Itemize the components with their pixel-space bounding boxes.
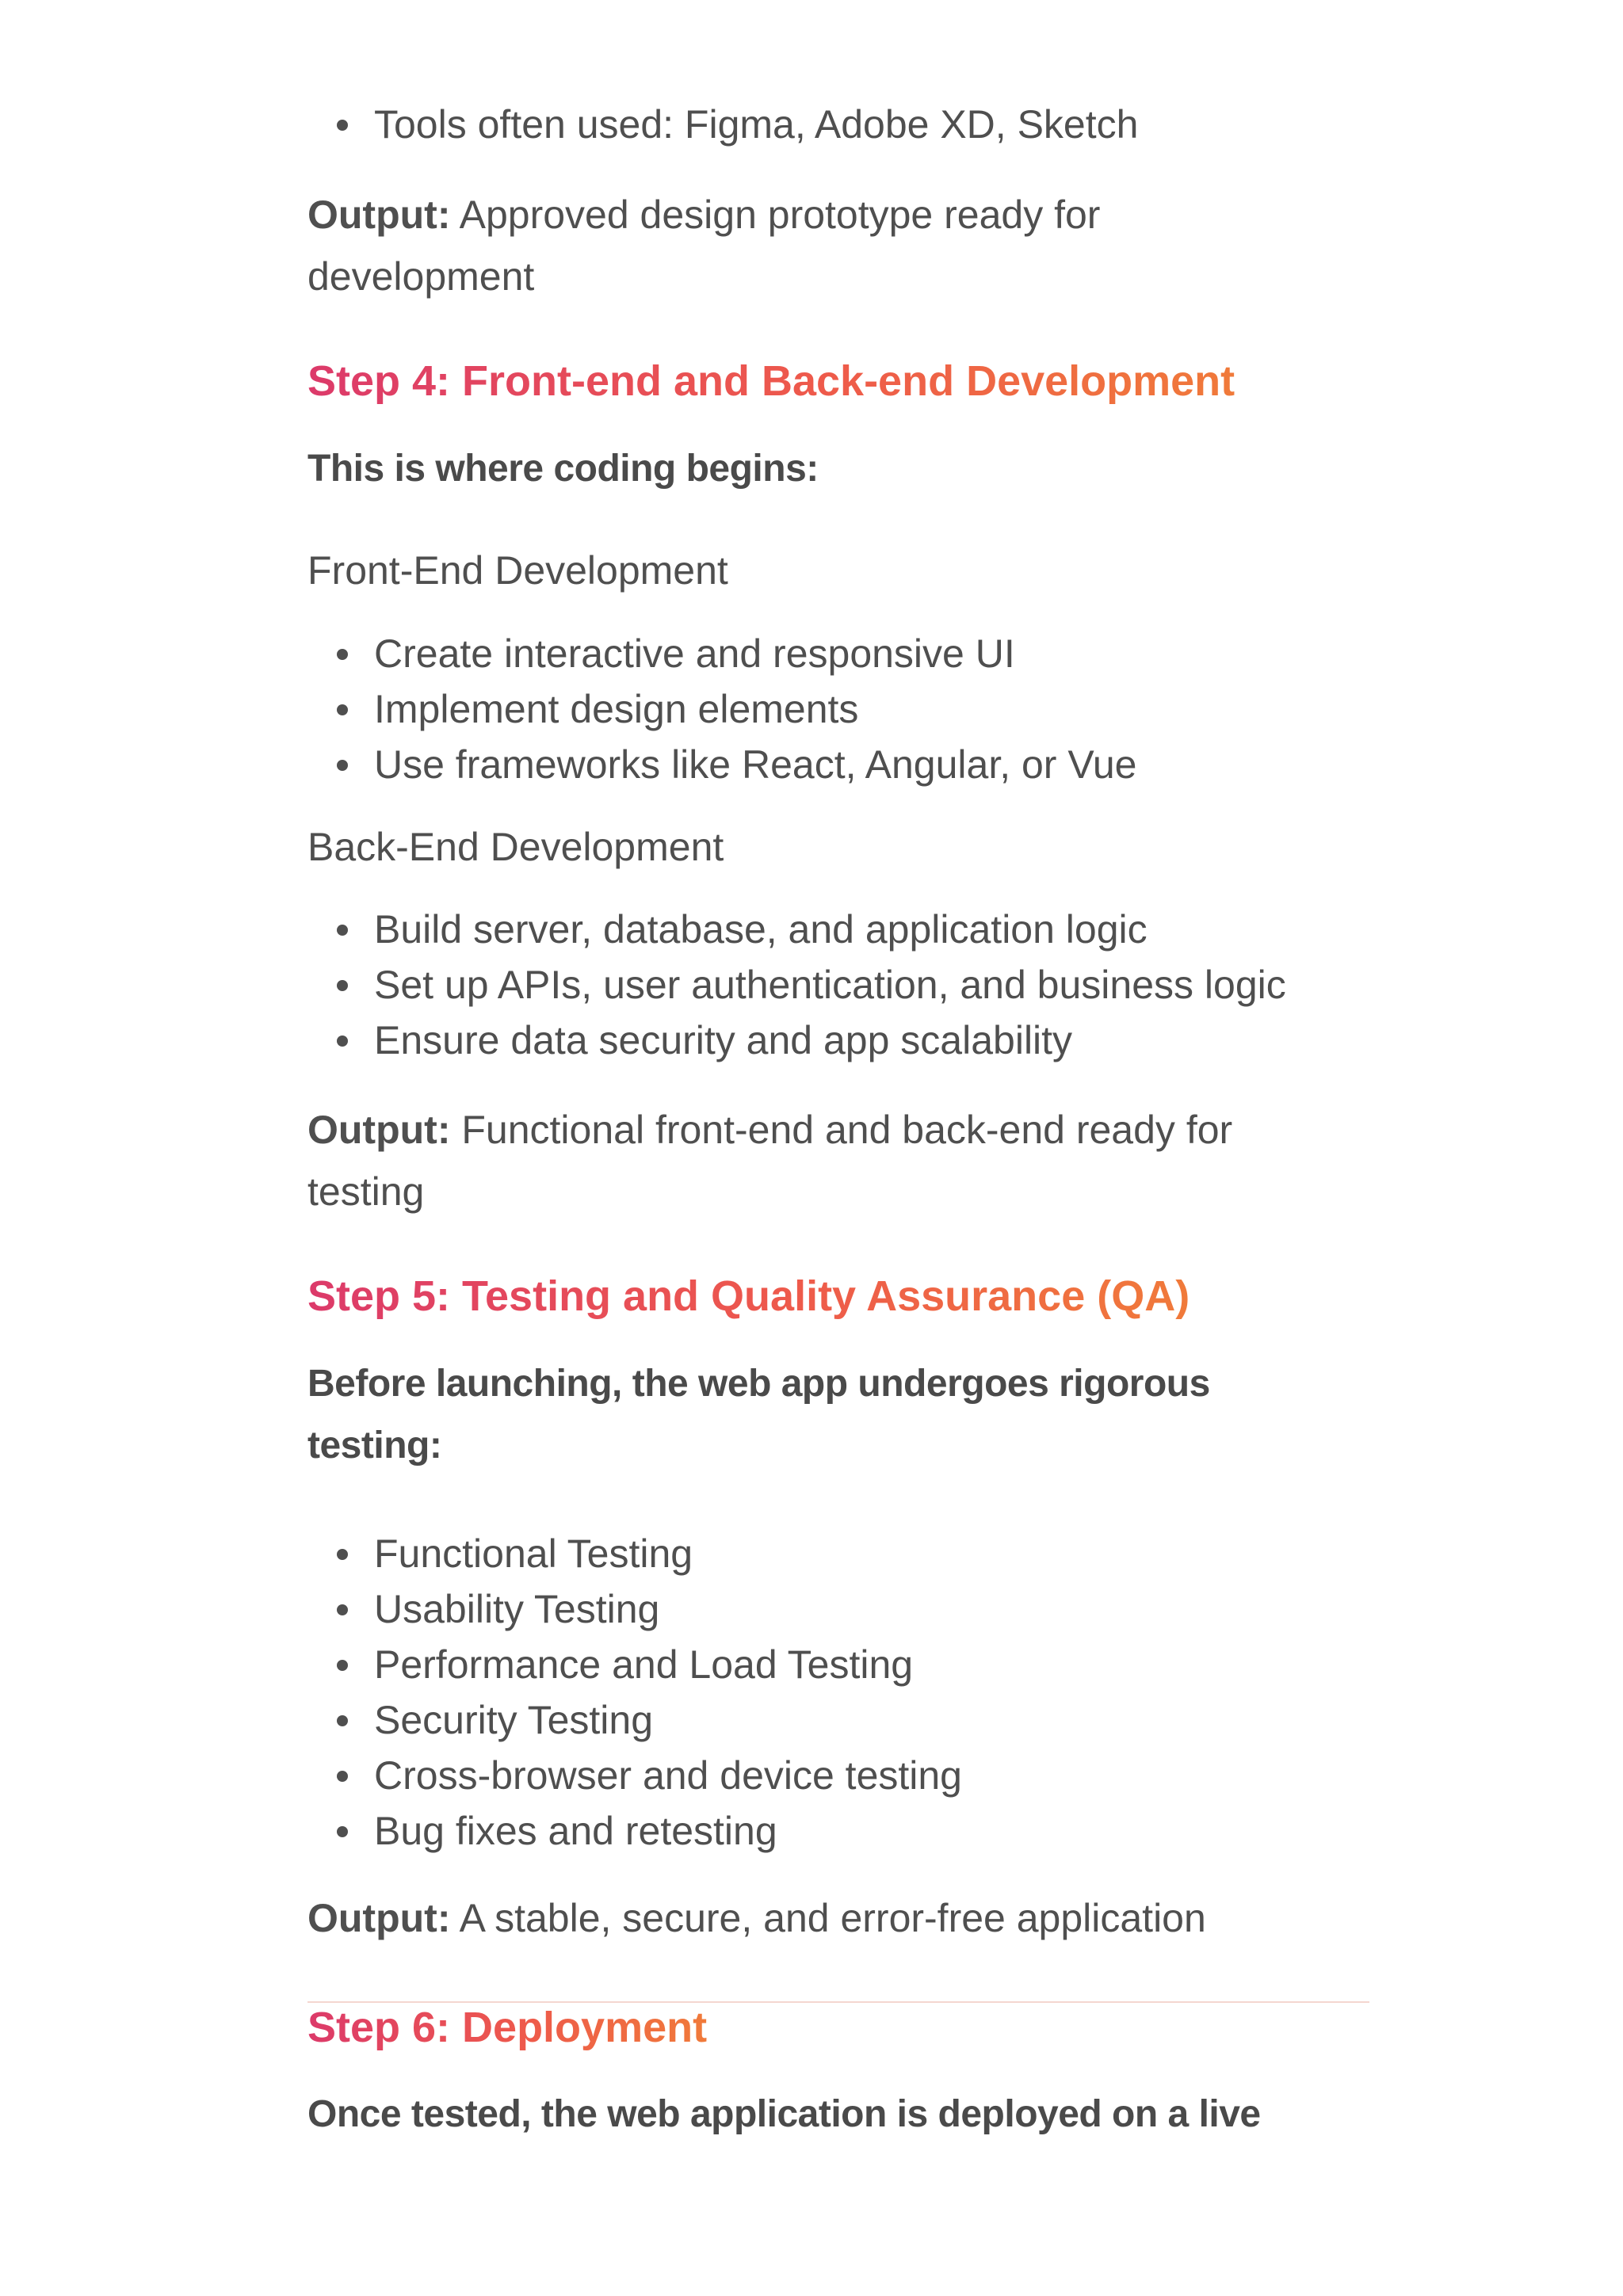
list-item: [307, 1803, 1369, 1859]
list-item-label: Functional Testing: [374, 1531, 693, 1576]
step5-lead-line1: Before launching, the web app undergoes rigorous: [307, 1363, 1210, 1405]
step3-output-paragraph: [307, 184, 1369, 307]
backend-list-block: [307, 902, 1369, 1068]
bullet-icon: [337, 760, 348, 771]
output-text-continued: development: [307, 254, 535, 299]
list-item: [307, 902, 1369, 957]
testing-list-block: [307, 1526, 1369, 1859]
list-item-label: Tools often used: Figma, Adobe XD, Sketch: [374, 102, 1139, 147]
output-text-continued: testing: [307, 1169, 425, 1214]
list-item: [307, 957, 1369, 1013]
list-item: [307, 737, 1369, 792]
design-tools-list-block: [307, 97, 1369, 152]
bullet-icon: [337, 925, 348, 936]
step4-lead: This is where coding begins:: [307, 448, 819, 490]
step4-output-paragraph: [307, 1099, 1369, 1222]
bullet-icon: [337, 649, 348, 660]
bullet-icon: [337, 1771, 348, 1782]
bullet-icon: [337, 1035, 348, 1047]
bullet-icon: [337, 1549, 348, 1560]
list-item: [307, 626, 1369, 681]
list-item: [307, 1748, 1369, 1803]
output-text: A stable, secure, and error-free application: [450, 1896, 1206, 1940]
output-label: Output:: [307, 1108, 451, 1152]
list-item-label: Performance and Load Testing: [374, 1642, 914, 1687]
list-item: [307, 1581, 1369, 1637]
frontend-subheading: Front-End Development: [307, 548, 728, 593]
list-item: [307, 681, 1369, 737]
output-label: Output:: [307, 1896, 451, 1940]
list-item-label: Build server, database, and application logic: [374, 907, 1148, 952]
output-text: Functional front-end and back-end ready for: [450, 1108, 1233, 1152]
step6-lead: Once tested, the web application is deployed on a live: [307, 2093, 1261, 2135]
list-item: [307, 1637, 1369, 1692]
step5-heading: Step 5: Testing and Quality Assurance (QA): [307, 1264, 1190, 1328]
backend-list: [307, 902, 1369, 1068]
list-item: [307, 1692, 1369, 1748]
frontend-list: [307, 626, 1369, 792]
bullet-icon: [337, 980, 348, 991]
step4-heading-block: [307, 349, 1369, 413]
bullet-icon: [337, 1660, 348, 1671]
step5-heading-block: [307, 1264, 1369, 1328]
step5-lead: [307, 1353, 1369, 1477]
list-item-label: Cross-browser and device testing: [374, 1753, 962, 1798]
list-item-label: Ensure data security and app scalability: [374, 1018, 1073, 1062]
list-item-label: Implement design elements: [374, 687, 859, 731]
list-item-label: Set up APIs, user authentication, and business logic: [374, 963, 1286, 1007]
list-item-label: Security Testing: [374, 1698, 654, 1742]
step6-heading: Step 6: Deployment: [307, 1996, 707, 2059]
bullet-icon: [337, 120, 348, 131]
bullet-icon: [337, 704, 348, 715]
frontend-list-block: [307, 626, 1369, 792]
design-tools-list: [307, 97, 1369, 152]
list-item: [307, 1526, 1369, 1581]
step5-lead-line2: testing:: [307, 1425, 442, 1466]
step4-heading: Step 4: Front-end and Back-end Development: [307, 349, 1235, 413]
list-item: [307, 1013, 1369, 1068]
list-item-label: Bug fixes and retesting: [374, 1809, 777, 1853]
backend-subheading: Back-End Development: [307, 825, 724, 869]
bullet-icon: [337, 1826, 348, 1837]
step6-heading-block: [307, 1996, 1369, 2059]
list-item-label: Create interactive and responsive UI: [374, 631, 1015, 676]
bullet-icon: [337, 1604, 348, 1615]
output-label: Output:: [307, 193, 451, 237]
bullet-icon: [337, 1715, 348, 1726]
list-item-label: Use frameworks like React, Angular, or Vue: [374, 742, 1137, 787]
list-item-label: Usability Testing: [374, 1587, 660, 1631]
list-item: [307, 97, 1369, 152]
output-text: Approved design prototype ready for: [450, 193, 1101, 237]
step5-output-paragraph: [307, 1887, 1369, 1949]
testing-list: [307, 1526, 1369, 1859]
